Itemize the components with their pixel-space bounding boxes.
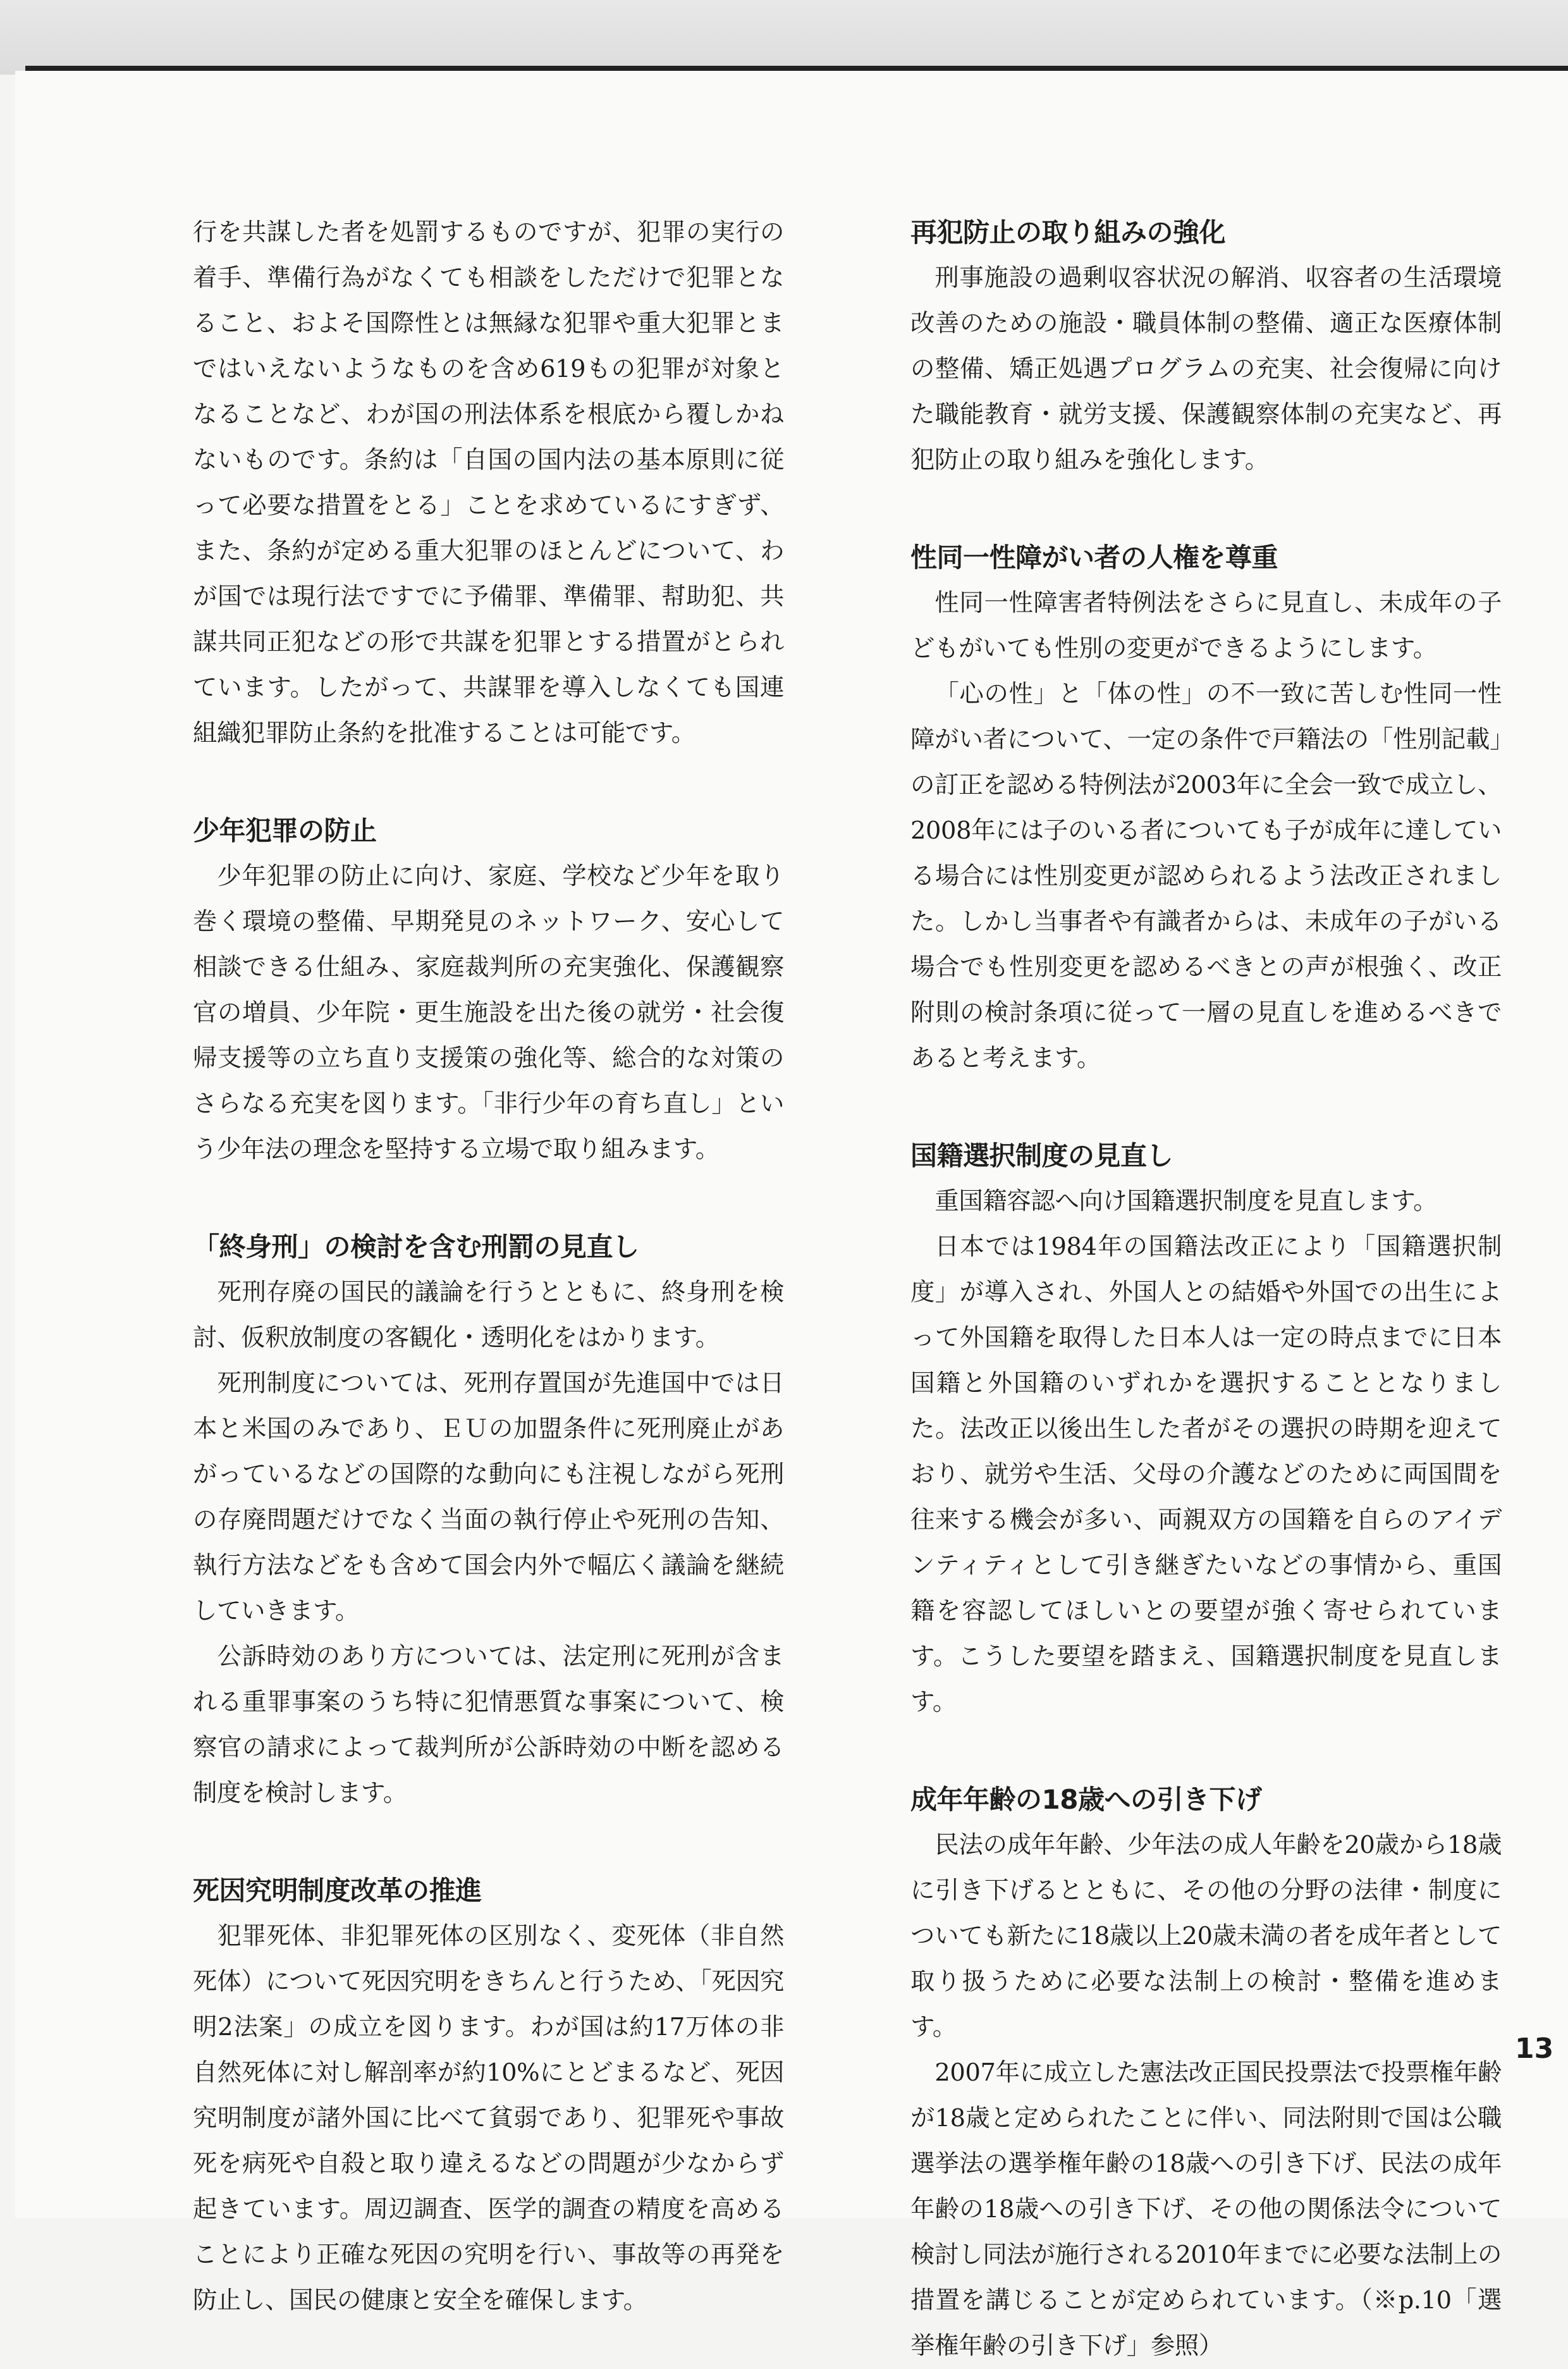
section-heading: 成年年齢の18歳への引き下げ [910, 1784, 1262, 1815]
section-heading: 少年犯罪の防止 [193, 815, 377, 846]
scan-top-edge [0, 0, 1568, 75]
right-column [910, 210, 1502, 2369]
section-paragraph: 死刑存廃の国民的議論を行うとともに、終身刑を検討、仮釈放制度の客観化・透明化をはかります。 [193, 1278, 784, 1352]
section-heading: 国籍選択制度の見直し [910, 1140, 1173, 1171]
section-paragraph: 日本では1984年の国籍法改正により「国籍選択制度」が導入され、外国人との結婚や外国での出生によって外国籍を取得した日本人は一定の時点までに日本国籍と外国籍のいずれかを選択することとなりました。法改正以後出生した者がその選択の時期を迎えており、就労や生活、父母の介護などのために両国間を往来する機会が多い、両親双方の国籍を自らのアイデンティティとして引き継ぎたいなどの事情から、重国籍を容認してほしいとの要望が強く寄せられています。こうした要望を踏まえ、国籍選択制度を見直します。 [910, 1233, 1502, 1716]
section-paragraph: 2007年に成立した憲法改正国民投票法で投票権年齢が18歳と定められたことに伴い、同法附則で国は公職選挙法の選挙権年齢の18歳への引き下げ、民法の成年年齢の18歳への引き下げ、その他の関係法令について検討し同法が施行される2010年までに必要な法制上の措置を講じることが定められています。（※p.10「選挙権年齢の引き下げ」参照） [910, 2058, 1502, 2360]
page-number: 13 [1515, 2033, 1554, 2065]
section-heading: 再犯防止の取り組みの強化 [910, 217, 1226, 248]
section-age-of-majority [910, 1777, 1502, 2369]
scan-shadow-line [25, 66, 1568, 71]
section-heading: 「終身刑」の検討を含む刑罰の見直し [193, 1231, 639, 1262]
section-paragraph: 性同一性障害者特例法をさらに見直し、未成年の子どもがいても性別の変更ができるようにします。 [910, 589, 1502, 663]
section-heading: 性同一性障がい者の人権を尊重 [910, 542, 1278, 573]
section-juvenile-crime [193, 808, 784, 1172]
section-paragraph: 「心の性」と「体の性」の不一致に苦しむ性同一性障がい者について、一定の条件で戸籍法の「性別記載」の訂正を認める特例法が2003年に全会一致で成立し、2008年には子のいる者についても子が成年に達している場合には性別変更が認められるよう法改正されました。しかし当事者や有識者からは、未成年の子がいる場合でも性別変更を認めるべきとの声が根強く、改正附則の検討条項に従って一層の見直しを進めるべきであると考えます。 [910, 680, 1502, 1073]
section-paragraph: 死刑制度については、死刑存置国が先進国中では日本と米国のみであり、ＥＵの加盟条件に死刑廃止があがっているなどの国際的な動向にも注視しながら死刑の存廃問題だけでなく当面の執行停止や死刑の告知、執行方法などをも含めて国会内外で幅広く議論を継続していきます。 [193, 1369, 784, 1625]
section-paragraph: 重国籍容認へ向け国籍選択制度を見直します。 [934, 1187, 1438, 1215]
section-heading: 死因究明制度改革の推進 [193, 1875, 482, 1906]
section-paragraph: 少年犯罪の防止に向け、家庭、学校など少年を取り巻く環境の整備、早期発見のネットワーク、安心して相談できる仕組み、家庭裁判所の充実強化、保護観察官の増員、少年院・更生施設を出た後の就労・社会復帰支援等の立ち直り支援策の強化等、総合的な対策のさらなる充実を図ります。「非行少年の育ち直し」という少年法の理念を堅持する立場で取り組みます。 [193, 862, 784, 1164]
section-cause-of-death [193, 1868, 784, 2323]
intro-block [193, 210, 784, 756]
section-paragraph: 公訴時効のあり方については、法定刑に死刑が含まれる重罪事案のうち特に犯情悪質な事案について、検察官の請求によって裁判所が公訴時効の中断を認める制度を検討します。 [193, 1642, 784, 1807]
section-gender-identity [910, 535, 1502, 1081]
section-nationality [910, 1133, 1502, 1725]
section-paragraph: 犯罪死体、非犯罪死体の区別なく、変死体（非自然死体）について死因究明をきちんと行うため、「死因究明2法案」の成立を図ります。わが国は約17万体の非自然死体に対し解剖率が約10%にとどまるなど、死因究明制度が諸外国に比べて貧弱であり、犯罪死や事故死を病死や自殺と取り違えるなどの問題が少なからず起きています。周辺調査、医学的調査の精度を高めることにより正確な死因の究明を行い、事故等の再発を防止し、国民の健康と安全を確保します。 [193, 1922, 784, 2315]
intro-paragraph: 行を共謀した者を処罰するものですが、犯罪の実行の着手、準備行為がなくても相談をしただけで犯罪となること、およそ国際性とは無縁な犯罪や重大犯罪とまではいえないようなものを含め619もの犯罪が対象となることなど、わが国の刑法体系を根底から覆しかねないものです。条約は「自国の国内法の基本原則に従って必要な措置をとる」ことを求めているにすぎず、また、条約が定める重大犯罪のほとんどについて、わが国では現行法ですでに予備罪、準備罪、幇助犯、共謀共同正犯などの形で共謀を犯罪とする措置がとられています。したがって、共謀罪を導入しなくても国連組織犯罪防止条約を批准することは可能です。 [193, 218, 784, 748]
left-column [193, 210, 784, 2323]
section-recidivism [910, 210, 1502, 483]
section-paragraph: 刑事施設の過剰収容状況の解消、収容者の生活環境改善のための施設・職員体制の整備、適正な医療体制の整備、矯正処遇プログラムの充実、社会復帰に向けた職能教育・就労支援、保護観察体制の充実など、再犯防止の取り組みを強化します。 [910, 264, 1502, 474]
section-paragraph: 民法の成年年齢、少年法の成人年齢を20歳から18歳に引き下げるとともに、その他の分野の法律・制度についても新たに18歳以上20歳未満の者を成年者として取り扱うために必要な法制上の検討・整備を進めます。 [910, 1831, 1502, 2041]
section-penalty-review [193, 1224, 784, 1816]
